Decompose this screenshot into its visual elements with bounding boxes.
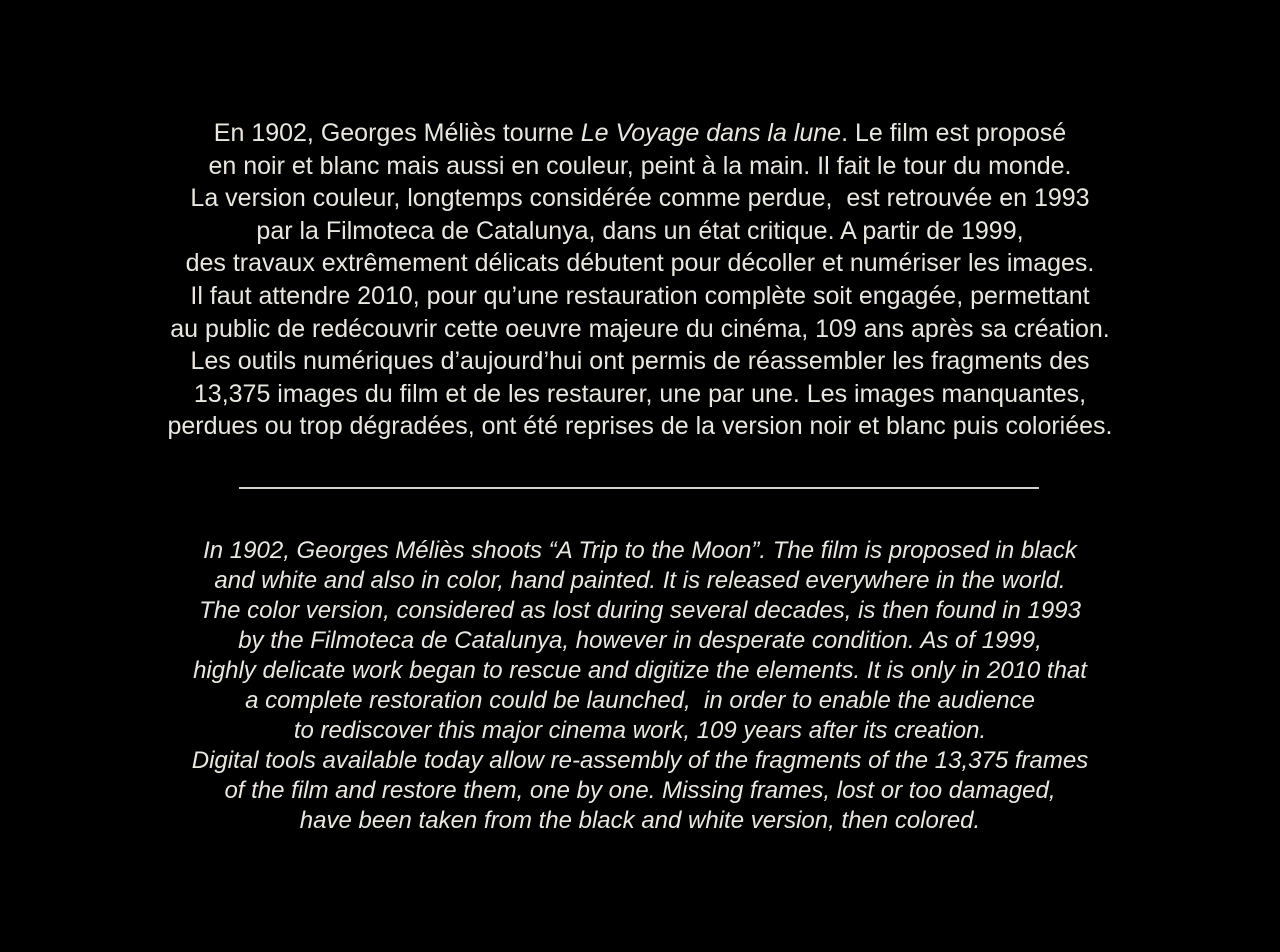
french-line-7: au public de redécouvrir cette oeuvre majeure du cinéma, 109 ans après sa création. (170, 314, 1110, 343)
french-line-1 (0, 117, 1280, 150)
english-line-8: Digital tools available today allow re-assembly of the fragments of the 13,375 frames (191, 747, 1089, 774)
french-line-6: Il faut attendre 2010, pour qu’une restauration complète soit engagée, permettant (190, 281, 1090, 310)
french-paragraph (0, 117, 1280, 443)
french-line-2: en noir et blanc mais aussi en couleur, peint à la main. Il fait le tour du monde. (208, 151, 1072, 180)
english-paragraph (0, 536, 1280, 836)
french-line-10: perdues ou trop dégradées, ont été reprises de la version noir et blanc puis coloriées. (167, 412, 1113, 441)
french-line-3: La version couleur, longtemps considérée comme perdue, est retrouvée en 1993 (190, 184, 1090, 213)
english-line-6: a complete restoration could be launched, in order to enable the audience (245, 687, 1035, 714)
english-line-10: have been taken from the black and white version, then colored. (299, 807, 981, 834)
divider-line (239, 487, 1039, 489)
english-line-2: and white and also in color, hand painted. It is released everywhere in the world. (214, 567, 1066, 594)
french-line-5: des travaux extrêmement délicats débutent pour décoller et numériser les images. (185, 249, 1095, 278)
english-line-1: In 1902, Georges Méliès shoots “A Trip to the Moon”. The film is proposed in black (203, 537, 1077, 564)
french-line-1-post: . Le film est proposé (841, 119, 1067, 147)
french-line-8: Les outils numériques d’aujourd’hui ont permis de réassembler les fragments des (190, 347, 1090, 376)
french-line-4: par la Filmoteca de Catalunya, dans un état critique. A partir de 1999, (256, 216, 1024, 245)
english-line-3: The color version, considered as lost during several decades, is then found in 1993 (199, 597, 1081, 624)
french-line-9: 13,375 images du film et de les restaurer, une par une. Les images manquantes, (193, 379, 1087, 408)
english-line-5: highly delicate work began to rescue and digitize the elements. It is only in 2010 that (193, 657, 1087, 684)
film-title-french: Le Voyage dans la lune (580, 119, 842, 147)
english-line-9: of the film and restore them, one by one. Missing frames, lost or too damaged, (224, 777, 1056, 804)
french-line-1-pre: En 1902, Georges Méliès tourne (213, 119, 581, 147)
english-line-4: by the Filmoteca de Catalunya, however in desperate condition. As of 1999, (238, 627, 1042, 654)
english-line-7: to rediscover this major cinema work, 109 years after its creation. (293, 717, 987, 744)
